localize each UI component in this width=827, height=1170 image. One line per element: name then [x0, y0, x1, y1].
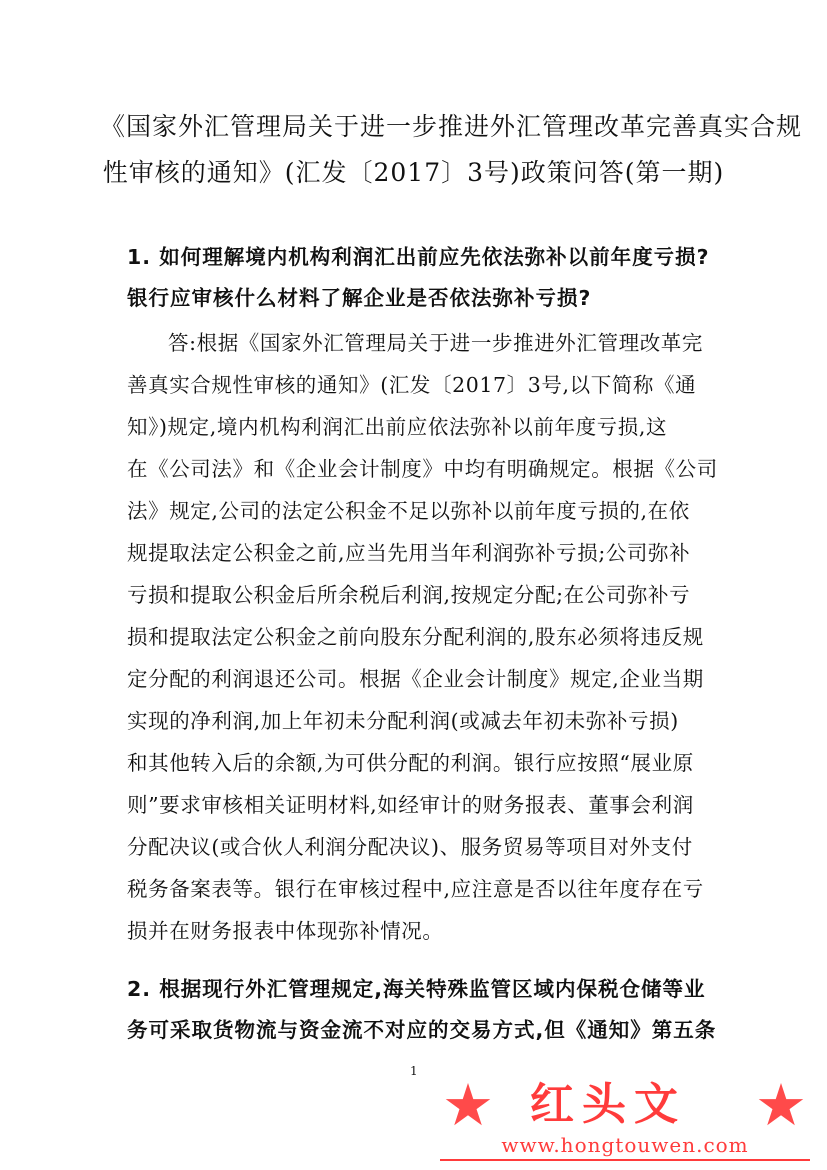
answer-line: 和其他转入后的余额,为可供分配的利润。银行应按照“展业原: [127, 751, 694, 775]
question-line: 银行应审核什么材料了解企业是否依法弥补亏损?: [127, 286, 592, 310]
answer-line: 实现的净利润,加上年初未分配利润(或减去年初未弥补亏损): [127, 709, 679, 733]
star-icon: ★: [442, 1071, 494, 1139]
answer-line: 善真实合规性审核的通知》(汇发〔2017〕3号,以下简称《通: [127, 373, 697, 397]
answer-line: 亏损和提取公积金后所余税后利润,按规定分配;在公司弥补亏: [127, 583, 691, 607]
answer-line: 法》规定,公司的法定公积金不足以弥补以前年度亏损的,在依: [127, 499, 690, 523]
answer-line: 答:根据《国家外汇管理局关于进一步推进外汇管理改革完: [168, 331, 704, 355]
star-icon: ★: [755, 1071, 807, 1139]
watermark-underline: [440, 1159, 810, 1161]
question-1: [127, 237, 710, 319]
answer-1: [127, 322, 718, 952]
watermark-logo: [430, 1071, 820, 1161]
answer-line: 在《公司法》和《企业会计制度》中均有明确规定。根据《公司: [127, 457, 718, 481]
answer-line: 知》)规定,境内机构利润汇出前应依法弥补以前年度亏损,这: [127, 415, 668, 439]
watermark-url: www.hongtouwen.com: [501, 1133, 749, 1157]
title-line: 《国家外汇管理局关于进一步推进外汇管理改革完善真实合规: [100, 112, 803, 141]
question-line: 2. 根据现行外汇管理规定,海关特殊监管区域内保税仓储等业: [127, 977, 706, 1001]
answer-line: 损和提取法定公积金之前向股东分配利润的,股东必须将违反规: [127, 625, 704, 649]
answer-line: 损并在财务报表中体现弥补情况。: [127, 919, 444, 943]
answer-line: 规提取法定公积金之前,应当先用当年利润弥补亏损;公司弥补: [127, 541, 691, 565]
answer-line: 则”要求审核相关证明材料,如经审计的财务报表、董事会利润: [127, 793, 694, 817]
page-number: 1: [410, 1064, 418, 1078]
document-title: [100, 104, 803, 196]
answer-line: 分配决议(或合伙人利润分配决议)、服务贸易等项目对外支付: [127, 835, 693, 859]
watermark-row: [430, 1071, 820, 1139]
question-line: 1. 如何理解境内机构利润汇出前应先依法弥补以前年度亏损?: [127, 245, 710, 269]
answer-line: 定分配的利润退还公司。根据《企业会计制度》规定,企业当期: [127, 667, 704, 691]
answer-line: 税务备案表等。银行在审核过程中,应注意是否以往年度存在亏: [127, 877, 704, 901]
question-2: [127, 969, 717, 1051]
title-line: 性审核的通知》(汇发〔2017〕3号)政策问答(第一期): [102, 158, 725, 187]
question-line: 务可采取货物流与资金流不对应的交易方式,但《通知》第五条: [127, 1018, 717, 1042]
watermark-text: 红头文: [530, 1079, 686, 1130]
